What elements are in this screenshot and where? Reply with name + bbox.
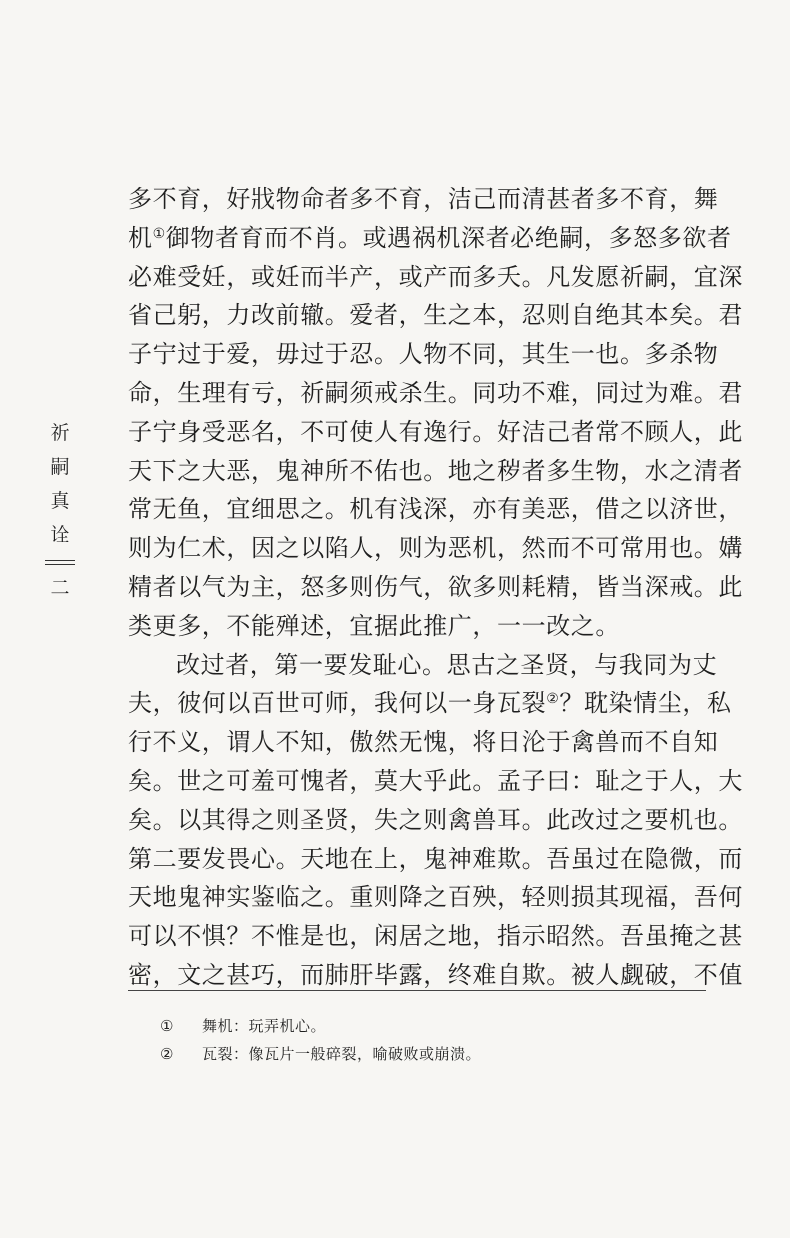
footnote-mark: ② [160, 1045, 174, 1063]
footnote-item [160, 1012, 481, 1040]
text-line: 夫，彼何以百世可师，我何以一身瓦裂②？耽染情尘，私 [128, 689, 732, 718]
text-line: 则为仁术，因之以陷人，则为恶机，然而不可常用也。媾 [128, 534, 743, 563]
paragraph-2 [128, 646, 743, 995]
main-text [128, 180, 743, 995]
footnote-text: 舞机：玩弄机心。 [202, 1017, 327, 1035]
text-line: 天地鬼神实鉴临之。重则降之百殃，轻则损其现福，吾何 [128, 883, 743, 912]
footnote-divider [128, 990, 706, 991]
text-line: 改过者，第一要发耻心。思古之圣贤，与我同为丈 [176, 650, 718, 679]
footnote-item [160, 1040, 481, 1068]
text-line: 矣。以其得之则圣贤，失之则禽兽耳。此改过之要机也。 [128, 805, 743, 834]
text-line: 密，文之甚巧，而肺肝毕露，终难自欺。被人觑破，不值 [128, 960, 743, 989]
text-line: 子宁过于爱，毋过于忍。人物不同，其生一也。多杀物 [128, 340, 719, 369]
text-line: 类更多，不能殚述，宜据此推广，一一改之。 [128, 611, 620, 640]
book-title-char: 嗣 [50, 456, 70, 478]
book-title-char: 诠 [50, 524, 70, 546]
text-line: 天下之大恶，鬼神所不佑也。地之秽者多生物，水之清者 [128, 456, 743, 485]
text-line: 常无鱼，宜细思之。机有浅深，亦有美恶，借之以济世， [128, 495, 743, 524]
page-number: 二 [50, 577, 70, 599]
running-header [40, 416, 80, 605]
book-title-char: 祈 [50, 422, 70, 444]
text-line: 第二要发畏心。天地在上，鬼神难欺。吾虽过在隐微，而 [128, 844, 743, 873]
text-line: 省己躬，力改前辙。爱者，生之本，忍则自绝其本矣。君 [128, 301, 743, 330]
text-line: 机①御物者育而不肖。或遇祸机深者必绝嗣，多怒多欲者 [128, 223, 732, 252]
text-line: 精者以气为主，怒多则伤气，欲多则耗精，皆当深戒。此 [128, 572, 743, 601]
text-line: 子宁身受恶名，不可使人有逸行。好洁己者常不顾人，此 [128, 417, 743, 446]
header-divider [45, 560, 75, 565]
footnotes [160, 1012, 481, 1068]
text-line: 必难受妊，或妊而半产，或产而多夭。凡发愿祈嗣，宜深 [128, 262, 743, 291]
footnote-text: 瓦裂：像瓦片一般碎裂，喻破败或崩溃。 [202, 1045, 482, 1063]
text-line: 行不义，谓人不知，傲然无愧，将日沦于禽兽而不自知 [128, 728, 719, 757]
text-line: 多不育，好戕物命者多不育，洁己而清甚者多不育，舞 [128, 185, 719, 213]
book-title-char: 真 [50, 490, 70, 512]
footnote-ref-1: ① [152, 225, 166, 242]
footnote-mark: ① [160, 1017, 174, 1035]
text-line: 可以不惧？不惟是也，闲居之地，指示昭然。吾虽掩之甚 [128, 922, 743, 951]
text-line: 命，生理有亏，祈嗣须戒杀生。同功不难，同过为难。君 [128, 378, 743, 407]
footnote-ref-2: ② [546, 691, 560, 708]
paragraph-1 [128, 180, 743, 646]
text-line: 矣。世之可羞可愧者，莫大乎此。孟子曰：耻之于人，大 [128, 766, 743, 795]
